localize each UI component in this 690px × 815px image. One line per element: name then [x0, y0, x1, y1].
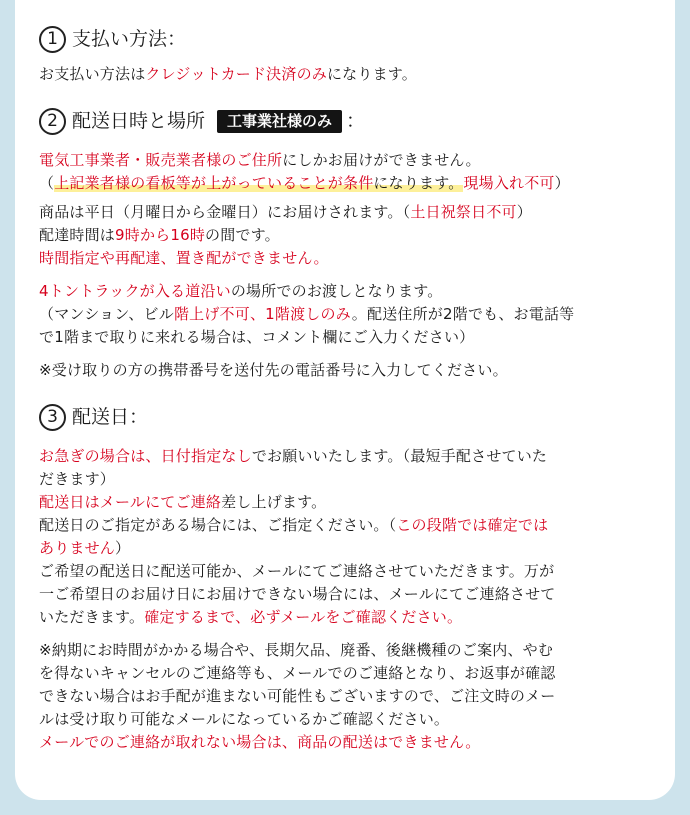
paren-close: ）	[554, 174, 570, 192]
section-1-number: 1	[39, 26, 66, 53]
payment-text-end: になります。	[326, 65, 417, 83]
no-time-designation-line: 時間指定や再配達、置き配ができません。	[39, 249, 329, 267]
check-email-highlight: 確定するまで、必ずメールをご確認ください。	[144, 608, 463, 626]
urgent-text: でお願いいたします。（最短手配させていた	[251, 447, 548, 465]
ground-floor-only: 階上げ不可、1階渡しのみ	[173, 305, 352, 323]
no-site-delivery: 現場入れ不可	[463, 174, 555, 192]
availability-text: いただきます。	[39, 608, 145, 626]
building-text-end: 。配送住所が2階でも、お電話等	[351, 305, 575, 323]
notice-line-4: ルは受け取り可能なメールになっているかご確認ください。	[39, 710, 450, 728]
paren-close: ）	[115, 539, 131, 557]
section-3-number: 3	[39, 404, 66, 431]
signboard-condition: 上記業者様の看板等が上がっていることが条件	[54, 174, 374, 192]
contractors-only-badge: 工事業社様のみ	[217, 110, 342, 133]
notice-line-2: を得ないキャンセルのご連絡等も、メールでのご連絡となり、お返事が確認	[39, 664, 556, 682]
no-email-no-delivery: メールでのご連絡が取れない場合は、商品の配送はできません。	[39, 733, 481, 751]
section-2-heading	[39, 108, 653, 135]
availability-line-3	[39, 606, 653, 629]
paren-close: ）	[516, 203, 532, 221]
section-2-title: 配送日時と場所	[72, 110, 206, 132]
truck-access-highlight: 4トントラックが入る道沿い	[39, 282, 231, 300]
delivery-address-text: にしかお届けができません。	[282, 151, 481, 169]
notice-line-3: できない場合はお手配が進まない可能性もございますので、ご注文時のメー	[39, 687, 556, 705]
section-1-heading	[39, 26, 653, 53]
date-request-text: 配送日のご指定がある場合には、ご指定ください。（	[39, 516, 397, 534]
no-holiday-delivery: 土日祝祭日不可	[410, 203, 517, 221]
truck-access-text: の場所でのお渡しとなります。	[230, 282, 443, 300]
section-2-colon: ：	[346, 110, 366, 132]
paren-open: （	[39, 174, 55, 192]
payment-text	[39, 63, 653, 86]
urgent-line-2: だきます）	[39, 470, 116, 488]
not-confirmed-highlight-2: ありません	[39, 539, 116, 557]
delivery-hours-range: 9時から16時	[115, 226, 206, 244]
delivery-hours-end: の間です。	[205, 226, 280, 244]
delivery-condition-line	[39, 172, 653, 195]
payment-text-lead: お支払い方法は	[39, 65, 146, 83]
delivery-address-line	[39, 149, 653, 172]
weekday-line	[39, 201, 653, 224]
delivery-hours-line	[39, 224, 653, 247]
section-1-title: 支払い方法：	[72, 28, 187, 50]
date-request-line	[39, 514, 653, 537]
section-2-number: 2	[39, 108, 66, 135]
date-request-line-2	[39, 537, 653, 560]
condition-text: になります。	[373, 174, 464, 192]
weekday-text: 商品は平日（月曜日から金曜日）にお届けされます。（	[39, 203, 411, 221]
email-contact-line	[39, 491, 653, 514]
building-text: （マンション、ビル	[39, 305, 174, 323]
availability-line-2: 一ご希望日のお届け日にお届けできない場合には、メールにてご連絡させて	[39, 585, 556, 603]
delivery-address-highlight: 電気工事業者・販売業者様のご住所	[39, 151, 283, 169]
delivery-hours-lead: 配達時間は	[39, 226, 116, 244]
email-contact-highlight: 配送日はメールにてご連絡	[39, 493, 222, 511]
urgent-line	[39, 445, 653, 468]
payment-method-highlight: クレジットカード決済のみ	[145, 65, 327, 83]
notice-line-1: ※納期にお時間がかかる場合や、長期欠品、廃番、後継機種のご案内、やむ	[39, 641, 554, 659]
not-confirmed-highlight: この段階では確定では	[396, 516, 549, 534]
comment-instruction-line: で1階まで取りに来れる場合は、コメント欄にご入力ください）	[39, 328, 475, 346]
email-contact-text: 差し上げます。	[221, 493, 327, 511]
building-line	[39, 303, 653, 326]
truck-access-line	[39, 280, 653, 303]
section-3-title: 配送日：	[72, 406, 149, 428]
info-card	[15, 0, 675, 800]
section-3-heading	[39, 404, 653, 431]
phone-note: ※受け取りの方の携帯番号を送付先の電話番号に入力してください。	[39, 361, 508, 379]
no-date-designation: お急ぎの場合は、日付指定なし	[39, 447, 252, 465]
availability-line: ご希望の配送日に配送可能か、メールにてご連絡させていただきます。万が	[39, 562, 555, 580]
